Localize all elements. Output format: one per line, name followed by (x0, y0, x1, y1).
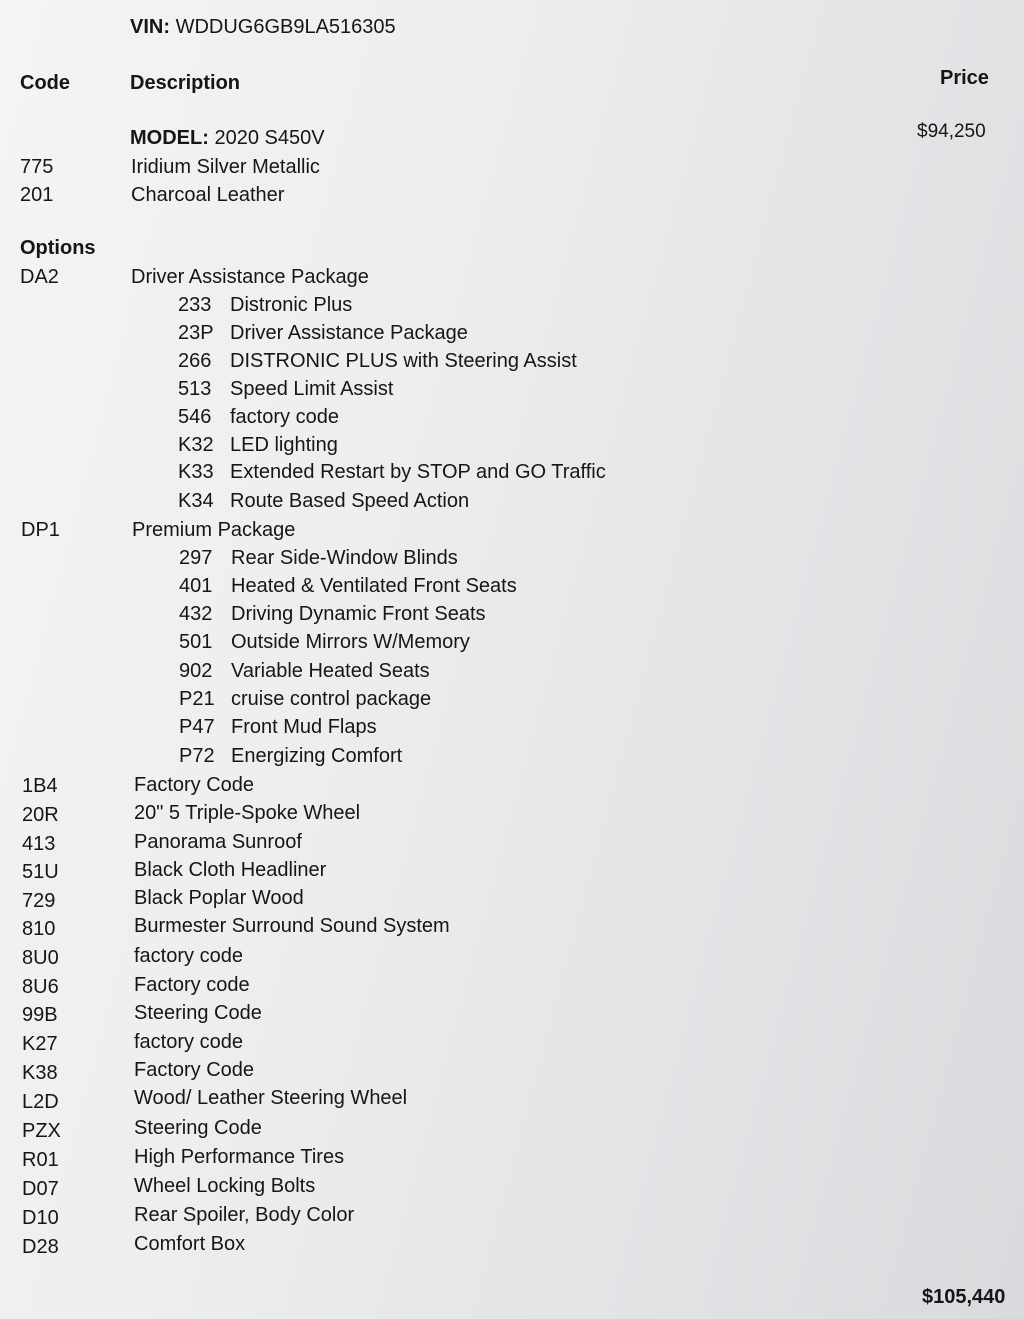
option-description: Black Cloth Headliner (134, 859, 327, 881)
package-sub-item (178, 322, 468, 345)
model-line (130, 127, 325, 150)
option-description: Factory Code (134, 774, 255, 796)
sub-item-description: DISTRONIC PLUS with Steering Assist (230, 350, 577, 372)
sub-item-code: P21 (179, 688, 215, 710)
sub-item-code: 546 (178, 406, 212, 428)
sub-item-code: 902 (179, 660, 213, 682)
option-code: 1B4 (22, 775, 58, 797)
sub-item-code: P47 (179, 716, 215, 738)
option-description: Wood/ Leather Steering Wheel (134, 1087, 408, 1109)
model-label: MODEL: (130, 127, 209, 149)
option-description: factory code (134, 945, 243, 967)
option-description: Comfort Box (134, 1233, 246, 1255)
package-sub-item (179, 547, 458, 570)
package-sub-item (179, 603, 486, 626)
package-sub-item (178, 490, 469, 513)
option-code: 413 (22, 833, 56, 855)
package-sub-item (179, 631, 470, 654)
option-description: 20" 5 Triple-Spoke Wheel (134, 802, 361, 824)
base-item-description: Iridium Silver Metallic (131, 156, 320, 178)
package-description: Driver Assistance Package (131, 266, 369, 288)
sub-item-code: 432 (179, 603, 213, 625)
sub-item-code: 297 (179, 547, 213, 569)
sub-item-description: Variable Heated Seats (231, 660, 430, 682)
package-sub-item (179, 660, 430, 683)
sub-item-code: 513 (178, 378, 212, 400)
option-code: D28 (22, 1236, 59, 1258)
option-code: K27 (22, 1033, 58, 1055)
code-column-header: Code (20, 72, 70, 94)
base-item-description: Charcoal Leather (131, 184, 285, 206)
sub-item-description: LED lighting (230, 434, 338, 456)
option-description: Steering Code (134, 1002, 262, 1024)
sub-item-code: 23P (178, 322, 214, 344)
package-sub-item (178, 378, 393, 401)
total-price: $105,440 (922, 1286, 1006, 1308)
package-sub-item (178, 350, 577, 373)
sub-item-description: Rear Side-Window Blinds (231, 547, 458, 569)
package-sub-item (179, 575, 517, 598)
vin-value: WDDUG6GB9LA516305 (175, 16, 396, 38)
option-code: D10 (22, 1207, 59, 1229)
option-description: Wheel Locking Bolts (134, 1175, 316, 1197)
package-sub-item (179, 745, 402, 768)
sub-item-description: Energizing Comfort (231, 745, 403, 767)
base-item-code: 201 (20, 184, 54, 206)
sub-item-description: Heated & Ventilated Front Seats (231, 575, 517, 597)
vin-label: VIN: (130, 16, 170, 38)
sub-item-description: Route Based Speed Action (230, 490, 470, 512)
package-sub-item (178, 294, 352, 317)
base-item-code: 775 (20, 156, 54, 178)
option-description: Factory code (134, 974, 250, 996)
package-sub-item (178, 461, 606, 484)
option-description: Rear Spoiler, Body Color (134, 1204, 355, 1226)
package-sub-item (179, 688, 431, 711)
sub-item-description: Speed Limit Assist (230, 378, 394, 400)
package-description: Premium Package (132, 519, 296, 541)
package-sub-item (178, 406, 339, 429)
sub-item-description: Distronic Plus (230, 294, 353, 316)
sub-item-code: 501 (179, 631, 213, 653)
option-code: 8U6 (22, 976, 59, 998)
sub-item-description: Front Mud Flaps (231, 716, 377, 738)
option-code: 8U0 (22, 947, 59, 969)
option-code: 20R (22, 804, 59, 826)
option-description: Burmester Surround Sound System (134, 915, 450, 937)
sub-item-code: 401 (179, 575, 213, 597)
sub-item-description: Driver Assistance Package (230, 322, 468, 344)
model-price: $94,250 (917, 121, 986, 142)
option-code: 51U (22, 861, 59, 883)
option-description: Steering Code (134, 1117, 262, 1139)
sub-item-description: cruise control package (231, 688, 432, 710)
package-sub-item (178, 434, 338, 457)
sub-item-code: K33 (178, 461, 214, 483)
sub-item-code: 233 (178, 294, 212, 316)
sub-item-code: 266 (178, 350, 212, 372)
sub-item-description: Outside Mirrors W/Memory (231, 631, 470, 653)
model-value: 2020 S450V (214, 127, 325, 149)
option-description: factory code (134, 1031, 243, 1053)
sub-item-description: Extended Restart by STOP and GO Traffic (230, 461, 606, 483)
option-description: High Performance Tires (134, 1146, 345, 1168)
option-code: R01 (22, 1149, 59, 1171)
sub-item-description: Driving Dynamic Front Seats (231, 603, 486, 625)
option-code: 729 (22, 890, 56, 912)
sub-item-description: factory code (230, 406, 339, 428)
sub-item-code: K34 (178, 490, 214, 512)
option-code: D07 (22, 1178, 59, 1200)
option-description: Black Poplar Wood (134, 887, 304, 909)
option-code: PZX (22, 1120, 61, 1142)
option-code: 810 (22, 918, 56, 940)
package-code: DA2 (20, 266, 59, 288)
sub-item-code: P72 (179, 745, 215, 767)
package-code: DP1 (21, 519, 60, 541)
option-code: 99B (22, 1004, 58, 1026)
option-description: Panorama Sunroof (134, 831, 302, 853)
description-column-header: Description (130, 72, 241, 94)
price-column-header: Price (940, 67, 989, 89)
option-description: Factory Code (134, 1059, 255, 1081)
option-code: K38 (22, 1062, 58, 1084)
option-code: L2D (22, 1091, 59, 1113)
sub-item-code: K32 (178, 434, 214, 456)
vin-line (130, 16, 396, 39)
package-sub-item (179, 716, 377, 739)
options-section-title: Options (20, 237, 96, 259)
